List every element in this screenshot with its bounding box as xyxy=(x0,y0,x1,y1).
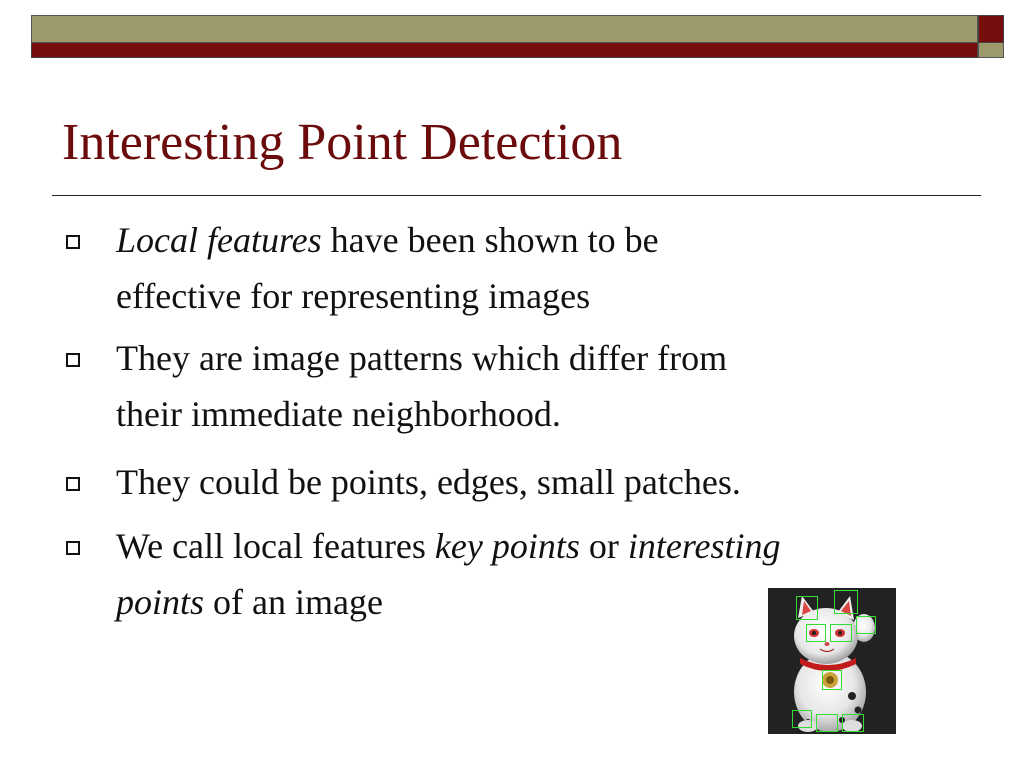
keypoint-box xyxy=(830,624,852,642)
bullet-3-text: They could be points, edges, small patches. xyxy=(116,462,741,502)
keypoint-box xyxy=(792,710,812,728)
header-square-maroon xyxy=(978,15,1004,43)
bullet-1-text: have been shown to be xyxy=(321,220,659,260)
bullet-1-line-2 xyxy=(116,268,590,324)
bullet-square-icon xyxy=(66,235,80,249)
bullet-2-text-cont: their immediate neighborhood. xyxy=(116,394,561,434)
bullet-4-emphasis-points: points xyxy=(116,582,205,622)
bullet-2-line-1 xyxy=(116,330,727,386)
lucky-cat-keypoints-image xyxy=(768,588,896,734)
keypoint-box xyxy=(834,590,858,614)
bullet-1-text-cont: effective for representing images xyxy=(116,276,591,316)
keypoint-box xyxy=(822,670,842,690)
bullet-2-line-2 xyxy=(116,386,561,442)
slide-title: Interesting Point Detection xyxy=(62,114,623,171)
bullet-square-icon xyxy=(66,477,80,491)
bullet-1-emphasis: Local features xyxy=(116,220,322,260)
bullet-4-emphasis-interesting: interesting xyxy=(627,526,781,566)
keypoint-box xyxy=(806,624,826,642)
bullet-1-line-1 xyxy=(116,212,659,268)
header-square-olive xyxy=(978,43,1004,58)
title-divider xyxy=(52,195,981,196)
bullet-3-line-1 xyxy=(116,454,741,510)
keypoint-box xyxy=(816,714,838,732)
bullet-square-icon xyxy=(66,353,80,367)
bullet-4-line-1 xyxy=(116,518,781,574)
keypoint-box xyxy=(856,616,876,634)
bullet-4-text: We call local features xyxy=(116,526,435,566)
bullet-4-text-cont: of an image xyxy=(204,582,383,622)
bullet-4-emphasis-key-points: key points xyxy=(434,526,580,566)
header-bar-maroon xyxy=(31,43,978,58)
header-bar-olive xyxy=(31,15,978,43)
bullet-2-text: They are image patterns which differ from xyxy=(116,338,728,378)
bullet-square-icon xyxy=(66,541,80,555)
lucky-cat-illustration xyxy=(768,588,896,734)
keypoint-box xyxy=(842,714,864,732)
bullet-4-text-or: or xyxy=(579,526,628,566)
bullet-4-line-2 xyxy=(116,574,383,630)
keypoint-box xyxy=(796,596,818,620)
